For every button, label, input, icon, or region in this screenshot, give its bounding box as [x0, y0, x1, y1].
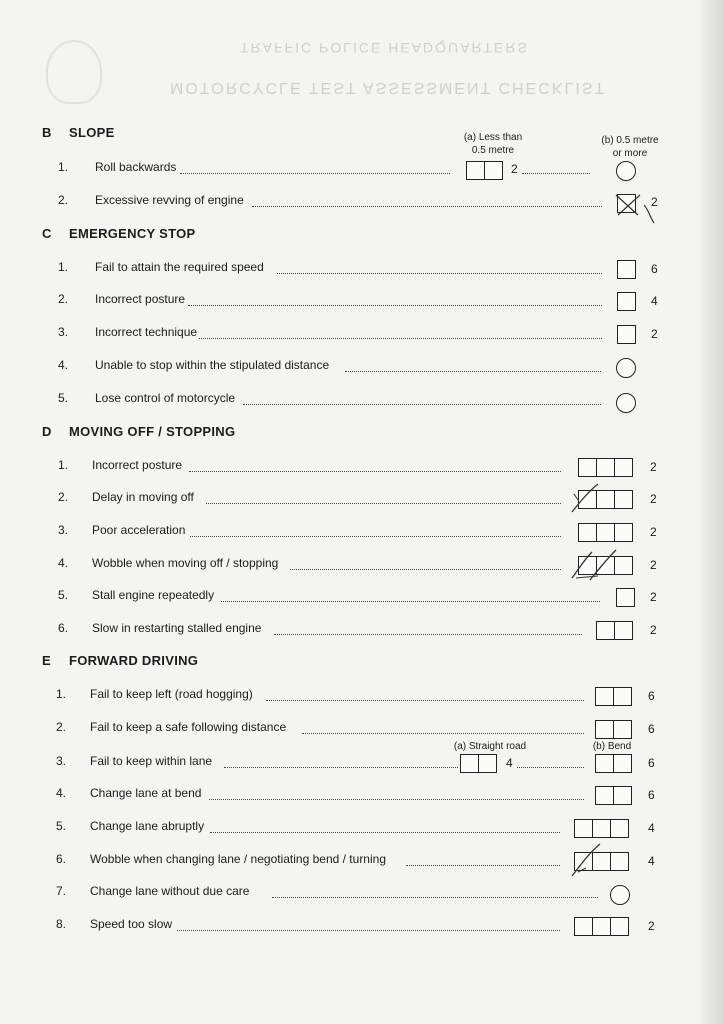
item-number: 1.: [57, 458, 68, 472]
forward-driving-item-3: [0, 754, 724, 776]
item-number: 2.: [57, 292, 68, 306]
dotted-leader: [290, 569, 561, 570]
moving-off-item-1: [0, 458, 724, 480]
dotted-leader: [199, 338, 602, 339]
item-label: Delay in moving off: [92, 490, 194, 504]
dotted-leader: [221, 601, 600, 602]
emergency-distance-circle[interactable]: [616, 358, 636, 378]
forward-change-lane-bend-boxes[interactable]: [595, 786, 632, 805]
item-label: Lose control of motorcycle: [95, 391, 236, 405]
item-number: 4.: [55, 786, 66, 800]
dotted-leader: [274, 634, 582, 635]
points-value: 2: [511, 162, 518, 176]
forward-abrupt-boxes[interactable]: [574, 819, 629, 838]
dotted-leader: [522, 173, 590, 174]
emergency-stop-item-1: [0, 260, 724, 282]
item-number: 6.: [57, 621, 68, 635]
section-d-heading: [42, 424, 235, 439]
points-value: 2: [650, 590, 657, 604]
moving-off-restart-boxes[interactable]: [596, 621, 633, 640]
forward-column-a-header: (a) Straight road: [453, 741, 527, 752]
item-label: Incorrect posture: [92, 458, 183, 472]
item-number: 6.: [55, 852, 66, 866]
item-label: Fail to keep within lane: [90, 754, 213, 768]
dotted-leader: [243, 404, 601, 405]
points-value: 4: [506, 756, 513, 770]
slope-item-2: [0, 193, 724, 215]
item-number: 7.: [55, 884, 66, 898]
emergency-stop-item-2: [0, 292, 724, 314]
dotted-leader: [517, 767, 584, 768]
points-value: 4: [648, 821, 655, 835]
forward-lane-straight-boxes[interactable]: [460, 754, 497, 773]
section-b-title: SLOPE: [69, 125, 115, 140]
section-e-heading: [42, 653, 198, 668]
dotted-leader: [210, 832, 560, 833]
emergency-posture-box[interactable]: [617, 292, 636, 311]
section-c-title: EMERGENCY STOP: [69, 226, 196, 241]
dotted-leader: [345, 371, 601, 372]
item-label: Wobble when moving off / stopping: [92, 556, 279, 570]
section-b-heading: [42, 125, 115, 140]
item-number: 8.: [55, 917, 66, 931]
moving-off-acceleration-boxes[interactable]: [578, 523, 633, 542]
dotted-leader: [190, 536, 561, 537]
slope-col-a-line1: (a) Less than: [463, 132, 523, 143]
slope-col-b-line2: or more: [612, 148, 648, 159]
slope-item-1: [0, 160, 724, 182]
dotted-leader: [209, 799, 584, 800]
handwritten-double-tick-mark: [568, 548, 632, 584]
moving-off-item-6: [0, 621, 724, 643]
moving-off-item-3: [0, 523, 724, 545]
section-b-letter: B: [42, 125, 52, 140]
dotted-leader: [188, 305, 602, 306]
forward-driving-item-2: [0, 720, 724, 742]
forward-column-b-header: (b) Bend: [592, 741, 632, 752]
dotted-leader: [224, 767, 458, 768]
forward-driving-item-4: [0, 786, 724, 808]
points-value: 6: [648, 756, 655, 770]
item-label: Change lane without due care: [90, 884, 250, 898]
forward-driving-item-8: [0, 917, 724, 939]
section-c-letter: C: [42, 226, 52, 241]
item-label: Incorrect posture: [95, 292, 186, 306]
item-label: Unable to stop within the stipulated distance: [95, 358, 330, 372]
dotted-leader: [206, 503, 561, 504]
item-number: 3.: [57, 325, 68, 339]
forward-due-care-circle[interactable]: [610, 885, 630, 905]
moving-off-item-2: [0, 490, 724, 512]
dotted-leader: [277, 273, 602, 274]
item-number: 5.: [55, 819, 66, 833]
points-value: 2: [650, 525, 657, 539]
dotted-leader: [177, 930, 560, 931]
points-value: 2: [651, 327, 658, 341]
item-number: 3.: [55, 754, 66, 768]
forward-driving-item-7: [0, 884, 724, 906]
dotted-leader: [406, 865, 560, 866]
section-c-heading: [42, 226, 196, 241]
item-label: Excessive revving of engine: [95, 193, 244, 207]
emergency-technique-box[interactable]: [617, 325, 636, 344]
forward-driving-item-6: [0, 852, 724, 874]
item-number: 2.: [57, 490, 68, 504]
dotted-leader: [266, 700, 584, 701]
points-value: 2: [650, 558, 657, 572]
points-value: 2: [650, 623, 657, 637]
item-number: 3.: [57, 523, 68, 537]
item-label: Roll backwards: [95, 160, 177, 174]
points-value: 6: [651, 262, 658, 276]
header-ghost-line-2: MOTORCYCLE TEST ASSESSMENT CHECKLIST: [170, 79, 607, 96]
emergency-stop-item-4: [0, 358, 724, 380]
item-label: Change lane abruptly: [90, 819, 205, 833]
item-label: Wobble when changing lane / negotiating bend / turning: [90, 852, 386, 866]
dotted-leader: [189, 471, 561, 472]
points-value: 2: [648, 919, 655, 933]
dotted-leader: [252, 206, 602, 207]
slope-column-a-header: [448, 131, 538, 157]
item-label: Fail to keep left (road hogging): [90, 687, 253, 701]
moving-off-posture-boxes[interactable]: [578, 458, 633, 477]
emergency-control-circle[interactable]: [616, 393, 636, 413]
points-value: 2: [650, 492, 657, 506]
dotted-leader: [180, 173, 450, 174]
slope-col-a-line2: 0.5 metre: [471, 145, 515, 156]
item-label: Speed too slow: [90, 917, 173, 931]
slope-roll-back-boxes[interactable]: [466, 161, 503, 180]
section-d-letter: D: [42, 424, 52, 439]
section-d-title: MOVING OFF / STOPPING: [69, 424, 236, 439]
police-crest-watermark: [46, 40, 102, 104]
points-value: 6: [648, 722, 655, 736]
handwritten-tick-mark: [566, 482, 606, 516]
moving-off-item-5: [0, 588, 724, 610]
slope-column-b-header: [592, 134, 668, 160]
dotted-leader: [302, 733, 584, 734]
section-e-letter: E: [42, 653, 51, 668]
emergency-stop-item-3: [0, 325, 724, 347]
emergency-speed-box[interactable]: [617, 260, 636, 279]
item-label: Slow in restarting stalled engine: [92, 621, 262, 635]
points-value: 2: [650, 460, 657, 474]
item-number: 4.: [57, 358, 68, 372]
forward-driving-item-5: [0, 819, 724, 841]
moving-off-item-4: [0, 556, 724, 578]
item-label: Fail to attain the required speed: [95, 260, 264, 274]
forward-keep-left-boxes[interactable]: [595, 687, 632, 706]
section-e-title: FORWARD DRIVING: [69, 653, 199, 668]
item-number: 1.: [57, 260, 68, 274]
handwritten-tick-mark: [566, 842, 610, 880]
forward-following-distance-boxes[interactable]: [595, 720, 632, 739]
item-label: Fail to keep a safe following distance: [90, 720, 287, 734]
points-value: 6: [648, 788, 655, 802]
item-number: 5.: [57, 391, 68, 405]
forward-lane-bend-boxes[interactable]: [595, 754, 632, 773]
emergency-stop-item-5: [0, 391, 724, 413]
points-value: 2: [651, 195, 658, 209]
item-number: 4.: [57, 556, 68, 570]
forward-driving-item-1: [0, 687, 724, 709]
slope-col-b-line1: (b) 0.5 metre: [601, 135, 659, 146]
dotted-leader: [272, 897, 598, 898]
item-label: Stall engine repeatedly: [92, 588, 215, 602]
points-value: 4: [651, 294, 658, 308]
item-number: 5.: [57, 588, 68, 602]
header-ghost-line-1: TRAFFIC POLICE HEADQUARTERS: [240, 40, 529, 56]
item-number: 2.: [55, 720, 66, 734]
item-label: Incorrect technique: [95, 325, 198, 339]
item-number: 1.: [55, 687, 66, 701]
item-number: 2.: [57, 193, 68, 207]
moving-off-stall-box[interactable]: [616, 588, 635, 607]
item-number: 1.: [57, 160, 68, 174]
forward-speed-slow-boxes[interactable]: [574, 917, 629, 936]
points-value: 4: [648, 854, 655, 868]
item-label: Change lane at bend: [90, 786, 202, 800]
slope-roll-back-circle[interactable]: [616, 161, 636, 181]
item-label: Poor acceleration: [92, 523, 186, 537]
points-value: 6: [648, 689, 655, 703]
